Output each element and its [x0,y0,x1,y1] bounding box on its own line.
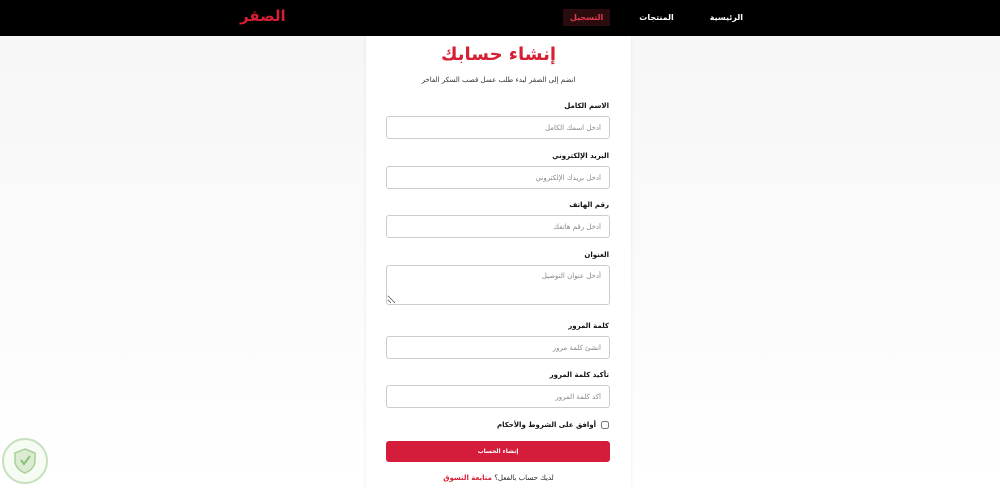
email-input[interactable] [386,166,610,189]
top-navbar [0,0,1000,36]
password-label: كلمة المرور [568,322,609,330]
nav-link-home[interactable]: الرئيسية [709,13,743,22]
nav-link-products[interactable]: المنتجات [639,13,674,22]
address-textarea[interactable] [386,265,610,305]
phone-label: رقم الهاتف [569,201,609,209]
nav-link-register[interactable]: التسجيل [563,9,610,26]
confirm-password-input[interactable] [386,385,610,408]
continue-shopping-link[interactable]: متابعة التسوق [443,474,492,482]
signup-card [366,36,631,488]
nav-links [563,9,750,26]
password-input[interactable] [386,336,610,359]
full-name-input[interactable] [386,116,610,139]
brand-logo[interactable]: الصقر [240,7,286,25]
terms-checkbox[interactable] [601,421,609,429]
address-label: العنوان [584,251,609,259]
page-subtitle: انضم إلى الصقر لبدء طلب عسل قصب السكر الفاخر [421,76,576,84]
create-account-button[interactable]: إنشاء الحساب [386,441,610,462]
terms-row [497,421,609,429]
login-prompt-text: لديك حساب بالفعل؟ [494,474,554,482]
terms-label: أوافق على الشروط والأحكام [496,421,596,429]
watermark-logo [2,438,48,484]
page-title: إنشاء حسابك [440,44,557,65]
phone-input[interactable] [386,215,610,238]
email-label: البريد الإلكتروني [552,152,609,160]
confirm-password-label: تأكيد كلمة المرور [549,371,609,379]
full-name-label: الاسم الكامل [564,102,609,110]
login-prompt-row [366,474,631,482]
shield-icon [10,446,40,476]
